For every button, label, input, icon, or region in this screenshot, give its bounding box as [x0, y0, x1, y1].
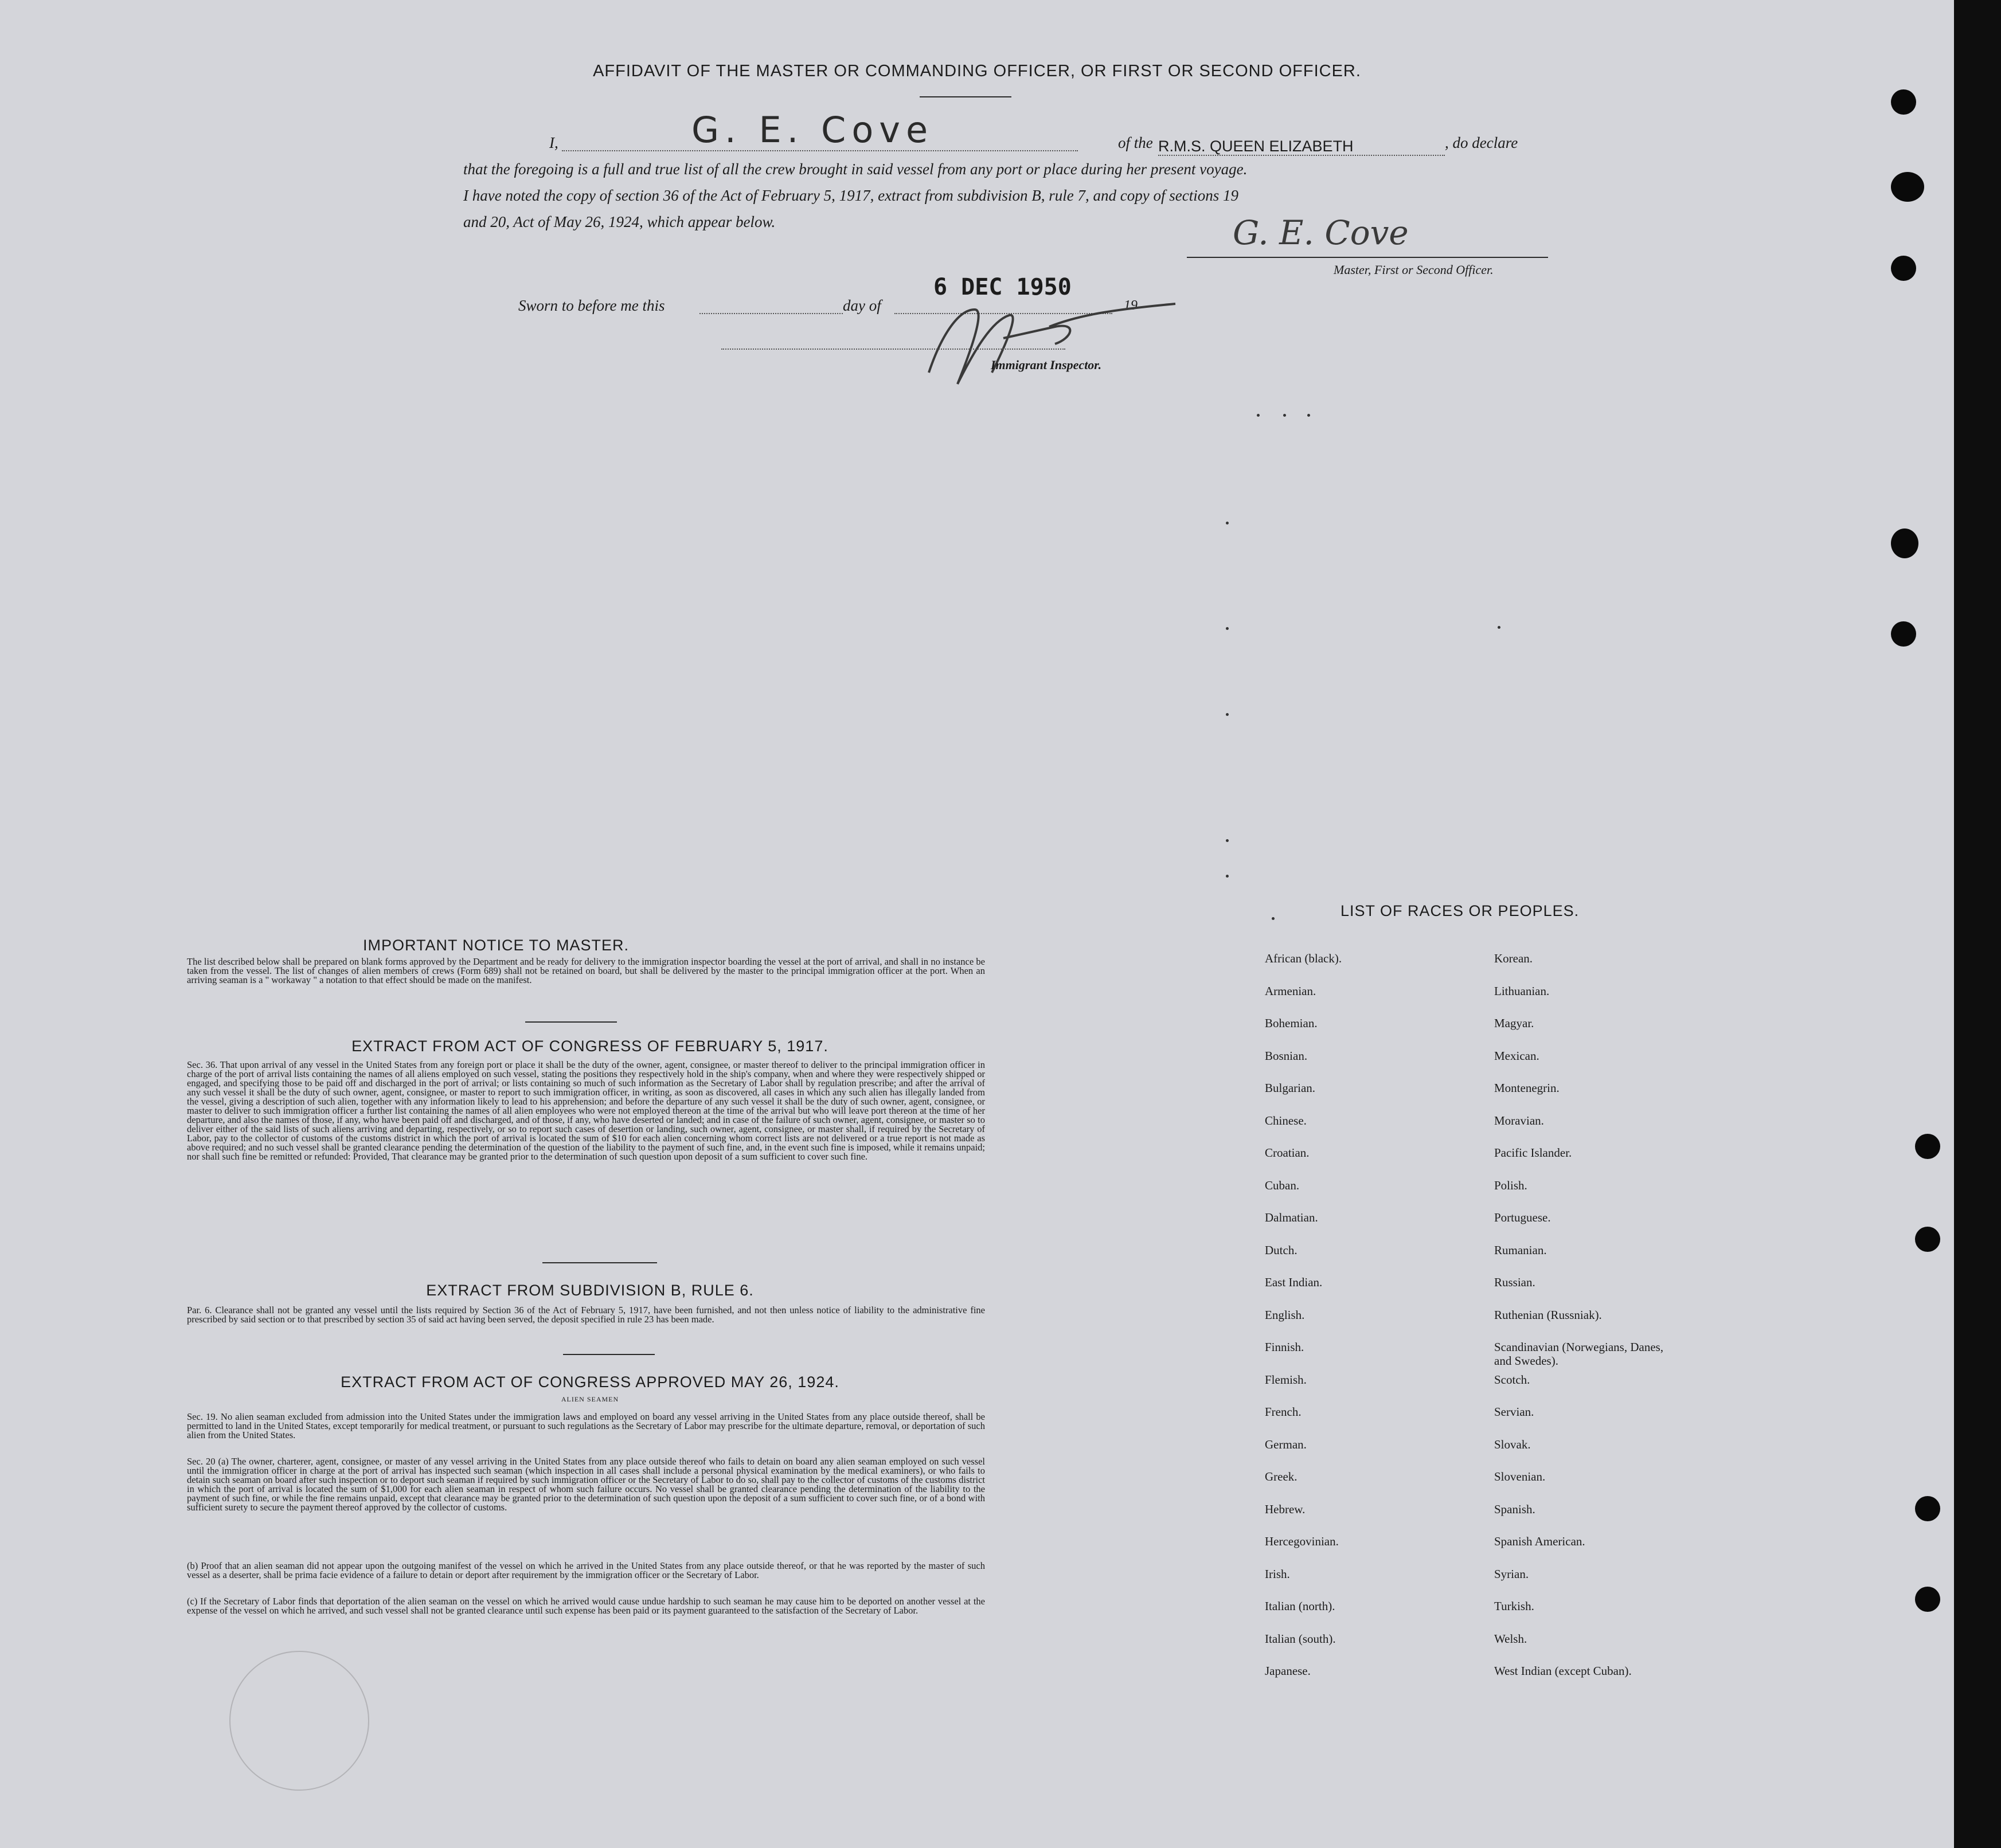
race-item-right: Lithuanian. [1494, 984, 1550, 998]
race-item-right: Servian. [1494, 1405, 1534, 1419]
race-item-right: Slovenian. [1494, 1470, 1546, 1483]
speck [1226, 522, 1229, 524]
race-item-right: Spanish American. [1494, 1534, 1585, 1548]
speck [1498, 626, 1500, 629]
extract-1924-sec20a: Sec. 20 (a) The owner, charterer, agent, consignee, or master of any vessel arriving in the United States from any place outside thereof who fails to detain on board any alien seaman employed on such vessel until the immigration officer in charge at the port of arrival has inspected such seaman (which inspection in all cases shall include a personal physical examination by the medical examiners), or who fails to detain such seaman on board after such inspection or to deport such seaman if required by such immigration officer or the Secretary of Labor to do so, shall pay to the collector of customs of the customs district in which the port of arrival is located the sum of $1,000 for each alien seaman in respect of whom such failure occurs. No vessel shall be granted clearance pending the determination of the liability to the payment of such fine, or while the fine remains unpaid, except that clearance may be granted prior to the determination of such question upon the deposit of a sum sufficient to cover such fine, or of a bond with sufficient surety to secure the payment thereof approved by the collector of customs. [187, 1456, 985, 1513]
race-item-right: Welsh. [1494, 1631, 1527, 1646]
faint-seal-stamp [229, 1651, 369, 1791]
race-item-left: Bohemian. [1265, 1016, 1318, 1030]
race-item-left: English. [1265, 1307, 1305, 1322]
punch-hole [1891, 528, 1918, 558]
race-item-left: East Indian. [1265, 1275, 1323, 1289]
vessel-name: R.M.S. QUEEN ELIZABETH [1158, 138, 1354, 155]
speck [1283, 414, 1286, 417]
declaration-line-2: that the foregoing is a full and true list of all the crew brought in said vessel from any port or place during her present voyage. [463, 160, 1248, 178]
extract-1924-sec20c: (c) If the Secretary of Labor finds that deportation of the alien seaman on the vessel on which he arrived would cause undue hardship to such seaman he may cause him to be deported on another vessel at the expense of the vessel on which he arrived, and such vessel shall not be granted clearance until such expense has been paid or its payment guaranteed to the satisfaction of the Secretary of Labor. [187, 1596, 985, 1616]
inspector-signature [906, 287, 1204, 396]
race-item-left: Finnish. [1265, 1340, 1304, 1354]
extract-1924-title: EXTRACT FROM ACT OF CONGRESS APPROVED MAY 26, 1924. [341, 1373, 839, 1391]
race-item-left: Irish. [1265, 1567, 1290, 1581]
race-item-left: Bosnian. [1265, 1048, 1308, 1063]
extract-1917-divider [542, 1262, 657, 1263]
extract-1917-title: EXTRACT FROM ACT OF CONGRESS OF FEBRUARY 5, 1917. [351, 1037, 828, 1055]
signature-line [1187, 257, 1548, 258]
officer-name-handwritten: G. E. Cove [691, 109, 934, 151]
punch-hole [1891, 256, 1916, 281]
punch-hole [1891, 621, 1916, 647]
speck [1226, 713, 1229, 716]
extract-rule6-body: Par. 6. Clearance shall not be granted any vessel until the lists required by Section 36 of the Act of February 5, 1917, have been furnished, and not then unless notice of liability to the administrative fine prescribed by said section or to that prescribed by section 35 of said act having been served, the deposit specified in rule 23 has been made. [187, 1305, 985, 1325]
extract-1924-sec19: Sec. 19. No alien seaman excluded from admission into the United States under the immigration laws and employed on board any vessel arriving in the United States from any place outside thereof, shall be permitted to land in the United States, except temporarily for medical treatment, or pursuant to such regulations as the Secretary of Labor may prescribe for the ultimate departure, removal, or deportation of such alien from the United States. [187, 1411, 985, 1440]
race-item-right: Mexican. [1494, 1048, 1539, 1063]
race-item-left: Dutch. [1265, 1243, 1297, 1257]
extract-rule6-divider [563, 1354, 655, 1355]
affidavit-heading: AFFIDAVIT OF THE MASTER OR COMMANDING OFFICER, OR FIRST OR SECOND OFFICER. [593, 62, 1361, 80]
race-item-left: Hebrew. [1265, 1502, 1306, 1516]
race-item-right: Korean. [1494, 952, 1533, 965]
punch-hole [1915, 1227, 1940, 1252]
race-item-right: Rumanian. [1494, 1243, 1547, 1257]
inspector-caption: Immigrant Inspector. [991, 358, 1102, 372]
race-item-right: Russian. [1494, 1275, 1535, 1289]
race-item-right: Scotch. [1494, 1372, 1530, 1387]
race-item-right: Spanish. [1494, 1502, 1535, 1516]
race-item-left: Chinese. [1265, 1113, 1307, 1127]
declaration-line-3: I have noted the copy of section 36 of the Act of February 5, 1917, extract from subdivision B, rule 7, and copy of sections 19 [463, 187, 1238, 204]
speck [1307, 414, 1310, 417]
inspector-dotted-line [721, 349, 1065, 350]
race-item-left: German. [1265, 1437, 1307, 1451]
extract-1924-sec20b: (b) Proof that an alien seaman did not appear upon the outgoing manifest of the vessel on which he arrived in the United States from any place outside thereof, or that he was reported by the master of such vessel as a deserter, shall be prima facie evidence of a failure to detain or deport after requirement by the immigration officer or the Secretary of Labor. [187, 1560, 985, 1580]
race-item-left: Bulgarian. [1265, 1081, 1316, 1095]
race-item-left: Italian (south). [1265, 1631, 1336, 1646]
race-item-right: Montenegrin. [1494, 1081, 1560, 1095]
i-label: I, [549, 134, 558, 151]
extract-1924-subtitle: ALIEN SEAMEN [561, 1395, 619, 1403]
sworn-dotted-line [699, 313, 843, 314]
notice-title: IMPORTANT NOTICE TO MASTER. [362, 937, 630, 954]
date-stamp: 6 DEC 1950 [933, 274, 1072, 300]
notice-divider [525, 1021, 617, 1023]
race-item-left: Hercegovinian. [1265, 1534, 1339, 1548]
race-item-right: Scandinavian (Norwegians, Danes, and Swedes). [1494, 1340, 1664, 1368]
race-item-right: West Indian (except Cuban). [1494, 1664, 1632, 1678]
vessel-dotted-line [1158, 155, 1445, 156]
race-item-left: Flemish. [1265, 1372, 1307, 1387]
race-item-left: Croatian. [1265, 1146, 1310, 1160]
year-prefix: 19 [1124, 298, 1138, 313]
race-item-right: Syrian. [1494, 1567, 1529, 1581]
races-title: LIST OF RACES OR PEOPLES. [1340, 902, 1580, 919]
race-item-right: Polish. [1494, 1178, 1527, 1192]
speck [1226, 875, 1229, 878]
race-item-right: Magyar. [1494, 1016, 1534, 1030]
declaration-line-4: and 20, Act of May 26, 1924, which appear below. [463, 213, 776, 230]
race-item-right: Slovak. [1494, 1437, 1531, 1451]
race-item-right: Ruthenian (Russniak). [1494, 1307, 1602, 1322]
do-declare-label: , do declare [1445, 134, 1518, 151]
punch-hole [1891, 89, 1916, 115]
extract-1917-body: Sec. 36. That upon arrival of any vessel in the United States from any foreign port or place it shall be the duty of the owner, agent, consignee, or master thereof to deliver to the principal immigration officer in charge of the port of arrival lists containing the names of all aliens employed on such vessel, stating the positions they respectively hold in the ship's company, when and where they were respectively shipped or engaged, and specifying those to be paid off and discharged in the port of arrival; or lists containing so much of such information as the Secretary of Labor shall by regulation prescribe; and after the arrival of any such vessel it shall be the duty of such owner, agent, consignee, or master to report to such immigration officer, in writing, as soon as discovered, all cases in which any such alien has illegally landed from the vessel, giving a description of such alien, together with any information likely to lead to his apprehension; and before the departure of any such vessel it shall be the duty of such owner, agent, consignee, or master to deliver to such immigration officer a further list containing the names of all alien employees who were not employed thereon at the time of the arrival but who will leave port thereon at the time of her departure, and also the names of those, if any, who have been paid off and discharged, and of those, if any, who have deserted or landed; and in case of the failure of such owner, agent, consignee, or master so to deliver either of the said lists of such aliens arriving and departing, respectively, or so to report such cases of desertion or landing, such owner, agent, consignee, or master shall, if required by the Secretary of Labor, pay to the collector of customs of the customs district in which the port of arrival is located the sum of $10 for each alien concerning whom correct lists are not delivered or a true report is not made as above required; and no such vessel shall be granted clearance pending the determination of the question of the liability to the payment of such fine, and, in the event such fine is imposed, while it remains unpaid; nor shall such fine be remitted or refunded: Provided, That clearance may be granted prior to the determination of such question upon deposit of a sum sufficient to cover such fine. [187, 1059, 985, 1162]
of-the-label: of the [1118, 134, 1153, 151]
race-item-right: Portuguese. [1494, 1211, 1551, 1224]
race-item-left: African (black). [1265, 952, 1342, 965]
punch-hole [1915, 1587, 1940, 1612]
heading-divider [920, 96, 1011, 97]
race-item-left: Greek. [1265, 1470, 1297, 1483]
race-item-right: Pacific Islander. [1494, 1146, 1572, 1160]
speck [1226, 839, 1229, 842]
notice-body: The list described below shall be prepared on blank forms approved by the Department and be ready for delivery to the immigration inspector boarding the vessel at the port of arrival, and shall in no instance be taken from the vessel. The list of changes of alien members of crews (Form 689) shall not be retained on board, but shall be delivered by the master to the principal immigration officer at the port. When an arriving seaman is a " workaway " a notation to that effect should be made on the manifest. [187, 956, 985, 985]
master-signature: G. E. Cove [1233, 213, 1409, 252]
speck [1272, 917, 1275, 920]
punch-hole [1915, 1134, 1940, 1159]
punch-hole [1891, 172, 1924, 202]
race-item-left: Cuban. [1265, 1178, 1300, 1192]
race-item-left: Dalmatian. [1265, 1211, 1318, 1224]
race-item-right: Turkish. [1494, 1599, 1534, 1613]
race-item-left: Armenian. [1265, 984, 1316, 998]
punch-hole [1915, 1496, 1940, 1521]
day-of-label: day of [843, 297, 881, 314]
sworn-label: Sworn to before me this [518, 297, 665, 314]
signature-caption: Master, First or Second Officer. [1334, 263, 1494, 277]
race-item-left: Italian (north). [1265, 1599, 1335, 1613]
speck [1226, 627, 1229, 630]
speck [1257, 414, 1260, 417]
race-item-left: French. [1265, 1405, 1302, 1419]
race-item-left: Japanese. [1265, 1664, 1311, 1678]
extract-rule6-title: EXTRACT FROM SUBDIVISION B, RULE 6. [426, 1282, 754, 1299]
race-item-right: Moravian. [1494, 1113, 1544, 1127]
